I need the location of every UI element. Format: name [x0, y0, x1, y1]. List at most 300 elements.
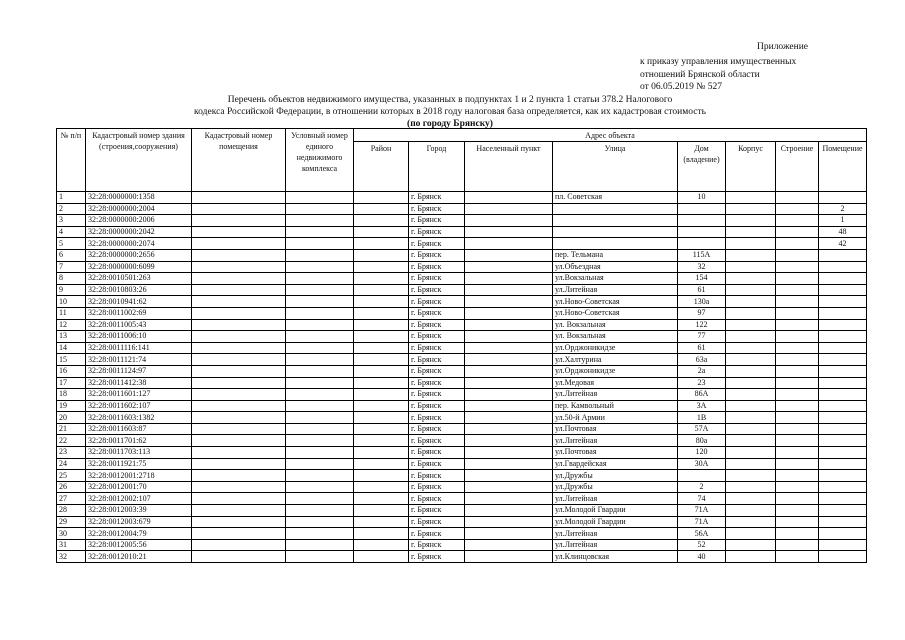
cell-korpus — [726, 435, 776, 447]
cell-city: г. Брянск — [409, 319, 465, 331]
cell-complex-number — [286, 249, 354, 261]
cell-room-number — [819, 192, 867, 204]
cell-room-cadastral — [192, 435, 286, 447]
header-city: Город — [409, 142, 465, 192]
cell-cadastral-number: 32:28:0011412:38 — [86, 377, 192, 389]
cell-house: 57А — [678, 423, 726, 435]
cell-complex-number — [286, 458, 354, 470]
cell-district — [354, 400, 409, 412]
cell-settlement — [465, 331, 553, 343]
cell-cadastral-number: 32:28:0011002:69 — [86, 307, 192, 319]
cell-room-number — [819, 481, 867, 493]
cell-num: 30 — [57, 528, 86, 540]
cell-district — [354, 458, 409, 470]
cell-korpus — [726, 389, 776, 401]
cell-num: 20 — [57, 412, 86, 424]
table-row — [57, 377, 867, 389]
cell-cadastral-number: 32:28:0011603:87 — [86, 423, 192, 435]
cell-stroenie — [776, 516, 819, 528]
cell-city: г. Брянск — [409, 273, 465, 285]
cell-stroenie — [776, 192, 819, 204]
cell-city: г. Брянск — [409, 551, 465, 563]
cell-settlement — [465, 389, 553, 401]
cell-district — [354, 226, 409, 238]
cell-complex-number — [286, 342, 354, 354]
cell-room-cadastral — [192, 516, 286, 528]
cell-korpus — [726, 505, 776, 517]
cell-settlement — [465, 354, 553, 366]
cell-korpus — [726, 331, 776, 343]
cell-house: 3А — [678, 400, 726, 412]
cell-house: 61 — [678, 284, 726, 296]
cell-complex-number — [286, 354, 354, 366]
table-row — [57, 238, 867, 250]
cell-stroenie — [776, 400, 819, 412]
cell-num: 19 — [57, 400, 86, 412]
cell-room-number — [819, 400, 867, 412]
cell-num: 4 — [57, 226, 86, 238]
cell-complex-number — [286, 192, 354, 204]
cell-cadastral-number: 32:28:0011921:75 — [86, 458, 192, 470]
cell-district — [354, 423, 409, 435]
cell-stroenie — [776, 342, 819, 354]
table-row — [57, 354, 867, 366]
cell-city: г. Брянск — [409, 307, 465, 319]
heading-line-2: кодекса Российской Федерации, в отношении которых в 2018 году налоговая база определяется, как их кадастровая стоимость — [194, 107, 706, 117]
cell-district — [354, 249, 409, 261]
cell-stroenie — [776, 435, 819, 447]
cell-num: 22 — [57, 435, 86, 447]
cell-room-number — [819, 296, 867, 308]
table-row — [57, 516, 867, 528]
cell-cadastral-number: 32:28:0010941:62 — [86, 296, 192, 308]
cell-city: г. Брянск — [409, 238, 465, 250]
cell-room-cadastral — [192, 389, 286, 401]
cell-room-number — [819, 505, 867, 517]
table-row — [57, 389, 867, 401]
cell-room-number — [819, 423, 867, 435]
cell-city: г. Брянск — [409, 493, 465, 505]
cell-room-cadastral — [192, 551, 286, 563]
cell-stroenie — [776, 296, 819, 308]
cell-room-cadastral — [192, 493, 286, 505]
appendix-line-1: к приказу управления имущественных — [640, 57, 797, 67]
cell-room-cadastral — [192, 307, 286, 319]
cell-room-number: 2 — [819, 203, 867, 215]
cell-room-number: 42 — [819, 238, 867, 250]
cell-stroenie — [776, 493, 819, 505]
cell-district — [354, 307, 409, 319]
cell-street — [553, 226, 678, 238]
cell-district — [354, 377, 409, 389]
cell-room-cadastral — [192, 377, 286, 389]
cell-complex-number — [286, 516, 354, 528]
cell-city: г. Брянск — [409, 516, 465, 528]
cell-korpus — [726, 539, 776, 551]
cell-district — [354, 203, 409, 215]
cell-district — [354, 342, 409, 354]
cell-complex-number — [286, 447, 354, 459]
cell-cadastral-number: 32:28:0010501:263 — [86, 273, 192, 285]
cell-district — [354, 470, 409, 482]
cell-settlement — [465, 481, 553, 493]
cell-complex-number — [286, 505, 354, 517]
cell-num: 25 — [57, 470, 86, 482]
cell-settlement — [465, 284, 553, 296]
cell-num: 8 — [57, 273, 86, 285]
cell-korpus — [726, 342, 776, 354]
cell-cadastral-number: 32:28:0012003:39 — [86, 505, 192, 517]
cell-stroenie — [776, 226, 819, 238]
cell-district — [354, 389, 409, 401]
cell-num: 18 — [57, 389, 86, 401]
cell-room-number — [819, 389, 867, 401]
cell-settlement — [465, 551, 553, 563]
cell-stroenie — [776, 238, 819, 250]
cell-korpus — [726, 226, 776, 238]
cell-complex-number — [286, 238, 354, 250]
cell-num: 9 — [57, 284, 86, 296]
cell-stroenie — [776, 458, 819, 470]
cell-house: 52 — [678, 539, 726, 551]
cell-num: 21 — [57, 423, 86, 435]
cell-complex-number — [286, 226, 354, 238]
cell-korpus — [726, 365, 776, 377]
cell-room-cadastral — [192, 423, 286, 435]
cell-district — [354, 296, 409, 308]
cell-korpus — [726, 423, 776, 435]
cell-num: 23 — [57, 447, 86, 459]
table-row — [57, 296, 867, 308]
cell-stroenie — [776, 319, 819, 331]
cell-korpus — [726, 238, 776, 250]
cell-stroenie — [776, 447, 819, 459]
document-heading — [150, 94, 750, 130]
cell-city: г. Брянск — [409, 470, 465, 482]
cell-district — [354, 238, 409, 250]
cell-room-number — [819, 470, 867, 482]
cell-district — [354, 331, 409, 343]
header-stroenie: Строение — [776, 142, 819, 192]
cell-room-number — [819, 493, 867, 505]
cell-complex-number — [286, 423, 354, 435]
cell-street: ул.Орджоникидзе — [553, 342, 678, 354]
cell-cadastral-number: 32:28:0011602:107 — [86, 400, 192, 412]
cell-room-cadastral — [192, 203, 286, 215]
cell-room-number: 1 — [819, 215, 867, 227]
table-row — [57, 261, 867, 273]
cell-room-cadastral — [192, 331, 286, 343]
table-body — [57, 192, 867, 563]
cell-korpus — [726, 470, 776, 482]
cell-settlement — [465, 470, 553, 482]
cell-room-cadastral — [192, 365, 286, 377]
header-building-cadastral: Кадастровый номер здания (строения,сооружения) — [86, 129, 192, 192]
cell-complex-number — [286, 296, 354, 308]
table-row — [57, 203, 867, 215]
cell-city: г. Брянск — [409, 365, 465, 377]
cell-complex-number — [286, 400, 354, 412]
table-row — [57, 365, 867, 377]
cell-complex-number — [286, 528, 354, 540]
cell-room-cadastral — [192, 284, 286, 296]
cell-complex-number — [286, 284, 354, 296]
cell-street: пл. Советская — [553, 192, 678, 204]
cell-room-cadastral — [192, 215, 286, 227]
cell-stroenie — [776, 528, 819, 540]
cell-cadastral-number: 32:28:0011006:10 — [86, 331, 192, 343]
cell-num: 16 — [57, 365, 86, 377]
cell-num: 28 — [57, 505, 86, 517]
appendix-title: Приложение — [757, 42, 808, 52]
cell-complex-number — [286, 319, 354, 331]
cell-korpus — [726, 284, 776, 296]
cell-house: 2а — [678, 365, 726, 377]
table-row — [57, 215, 867, 227]
cell-city: г. Брянск — [409, 226, 465, 238]
cell-district — [354, 354, 409, 366]
cell-city: г. Брянск — [409, 261, 465, 273]
cell-korpus — [726, 354, 776, 366]
cell-street: ул.Молодой Гвардии — [553, 505, 678, 517]
cell-city: г. Брянск — [409, 435, 465, 447]
cell-room-number — [819, 342, 867, 354]
cell-house — [678, 203, 726, 215]
cell-complex-number — [286, 261, 354, 273]
cell-settlement — [465, 447, 553, 459]
cell-complex-number — [286, 215, 354, 227]
cell-house: 40 — [678, 551, 726, 563]
property-table — [56, 128, 867, 563]
cell-city: г. Брянск — [409, 249, 465, 261]
table-row — [57, 481, 867, 493]
cell-cadastral-number: 32:28:0011601:127 — [86, 389, 192, 401]
cell-complex-number — [286, 481, 354, 493]
cell-complex-number — [286, 377, 354, 389]
cell-room-number — [819, 551, 867, 563]
cell-settlement — [465, 412, 553, 424]
cell-house — [678, 226, 726, 238]
table-row — [57, 226, 867, 238]
cell-district — [354, 516, 409, 528]
cell-korpus — [726, 296, 776, 308]
cell-korpus — [726, 493, 776, 505]
cell-room-number — [819, 319, 867, 331]
cell-settlement — [465, 342, 553, 354]
cell-city: г. Брянск — [409, 284, 465, 296]
table-row — [57, 400, 867, 412]
cell-room-number — [819, 354, 867, 366]
cell-room-number — [819, 412, 867, 424]
cell-house — [678, 238, 726, 250]
cell-house: 115А — [678, 249, 726, 261]
header-complex-number: Условный номер единого недвижимого комплекса — [286, 129, 354, 192]
cell-street: ул.Литейная — [553, 493, 678, 505]
cell-settlement — [465, 528, 553, 540]
cell-settlement — [465, 192, 553, 204]
cell-cadastral-number: 32:28:0011701:62 — [86, 435, 192, 447]
cell-district — [354, 284, 409, 296]
cell-house: 63а — [678, 354, 726, 366]
header-num: № п/п — [57, 129, 86, 192]
cell-city: г. Брянск — [409, 342, 465, 354]
cell-district — [354, 192, 409, 204]
cell-room-cadastral — [192, 273, 286, 285]
cell-korpus — [726, 528, 776, 540]
cell-room-cadastral — [192, 238, 286, 250]
cell-district — [354, 551, 409, 563]
cell-korpus — [726, 273, 776, 285]
cell-street: пер. Камвольный — [553, 400, 678, 412]
cell-room-cadastral — [192, 192, 286, 204]
cell-complex-number — [286, 273, 354, 285]
cell-street — [553, 238, 678, 250]
cell-city: г. Брянск — [409, 296, 465, 308]
table-row — [57, 273, 867, 285]
cell-room-cadastral — [192, 412, 286, 424]
cell-house: 130а — [678, 296, 726, 308]
cell-stroenie — [776, 505, 819, 517]
cell-complex-number — [286, 203, 354, 215]
appendix-line-2: отношений Брянской области — [640, 69, 760, 80]
table-row — [57, 470, 867, 482]
cell-stroenie — [776, 470, 819, 482]
appendix-line-3: от 06.05.2019 № 527 — [640, 82, 722, 92]
cell-house: 23 — [678, 377, 726, 389]
cell-room-number — [819, 331, 867, 343]
cell-settlement — [465, 539, 553, 551]
cell-cadastral-number: 32:28:0011703:113 — [86, 447, 192, 459]
cell-num: 27 — [57, 493, 86, 505]
cell-room-cadastral — [192, 481, 286, 493]
cell-district — [354, 447, 409, 459]
cell-settlement — [465, 249, 553, 261]
cell-house: 10 — [678, 192, 726, 204]
cell-settlement — [465, 307, 553, 319]
cell-city: г. Брянск — [409, 447, 465, 459]
cell-stroenie — [776, 273, 819, 285]
cell-house: 1В — [678, 412, 726, 424]
cell-room-cadastral — [192, 226, 286, 238]
cell-complex-number — [286, 435, 354, 447]
cell-city: г. Брянск — [409, 539, 465, 551]
cell-street: ул. Вокзальная — [553, 331, 678, 343]
cell-korpus — [726, 447, 776, 459]
cell-room-number — [819, 377, 867, 389]
cell-house: 154 — [678, 273, 726, 285]
cell-cadastral-number: 32:28:0011121:74 — [86, 354, 192, 366]
cell-house: 2 — [678, 481, 726, 493]
cell-cadastral-number: 32:28:0000000:2004 — [86, 203, 192, 215]
cell-num: 11 — [57, 307, 86, 319]
cell-street: ул. Вокзальная — [553, 319, 678, 331]
cell-cadastral-number: 32:28:0010803:26 — [86, 284, 192, 296]
cell-street: ул.Вокзальная — [553, 273, 678, 285]
cell-district — [354, 412, 409, 424]
cell-city: г. Брянск — [409, 481, 465, 493]
cell-settlement — [465, 516, 553, 528]
cell-street: ул.Орджоникидзе — [553, 365, 678, 377]
table-row — [57, 458, 867, 470]
cell-room-number — [819, 261, 867, 273]
cell-settlement — [465, 435, 553, 447]
cell-room-cadastral — [192, 342, 286, 354]
cell-room-cadastral — [192, 296, 286, 308]
header-street: Улица — [553, 142, 678, 192]
cell-stroenie — [776, 261, 819, 273]
cell-korpus — [726, 203, 776, 215]
cell-settlement — [465, 400, 553, 412]
cell-room-number: 48 — [819, 226, 867, 238]
table-row — [57, 319, 867, 331]
cell-street: ул.Дружбы — [553, 470, 678, 482]
cell-room-cadastral — [192, 458, 286, 470]
cell-street: пер. Тельмана — [553, 249, 678, 261]
cell-num: 7 — [57, 261, 86, 273]
cell-complex-number — [286, 551, 354, 563]
cell-room-cadastral — [192, 528, 286, 540]
table-row — [57, 192, 867, 204]
cell-stroenie — [776, 389, 819, 401]
cell-stroenie — [776, 481, 819, 493]
cell-complex-number — [286, 493, 354, 505]
cell-room-number — [819, 447, 867, 459]
cell-korpus — [726, 458, 776, 470]
cell-stroenie — [776, 215, 819, 227]
cell-stroenie — [776, 203, 819, 215]
cell-street: ул.Ново-Советская — [553, 296, 678, 308]
cell-street: ул.Халтурина — [553, 354, 678, 366]
cell-room-cadastral — [192, 261, 286, 273]
cell-room-number — [819, 307, 867, 319]
cell-city: г. Брянск — [409, 505, 465, 517]
cell-room-cadastral — [192, 354, 286, 366]
header-settlement: Населенный пункт — [465, 142, 553, 192]
cell-street: ул.Дружбы — [553, 481, 678, 493]
cell-room-number — [819, 249, 867, 261]
cell-district — [354, 261, 409, 273]
cell-settlement — [465, 261, 553, 273]
cell-street: ул.Молодой Гвардии — [553, 516, 678, 528]
cell-room-cadastral — [192, 319, 286, 331]
cell-room-cadastral — [192, 539, 286, 551]
cell-cadastral-number: 32:28:0012002:107 — [86, 493, 192, 505]
cell-korpus — [726, 249, 776, 261]
cell-num: 1 — [57, 192, 86, 204]
cell-settlement — [465, 319, 553, 331]
cell-cadastral-number: 32:28:0011603:1382 — [86, 412, 192, 424]
cell-korpus — [726, 516, 776, 528]
cell-complex-number — [286, 365, 354, 377]
cell-room-number — [819, 528, 867, 540]
cell-room-cadastral — [192, 400, 286, 412]
cell-settlement — [465, 493, 553, 505]
cell-korpus — [726, 551, 776, 563]
cell-city: г. Брянск — [409, 203, 465, 215]
cell-stroenie — [776, 365, 819, 377]
cell-city: г. Брянск — [409, 331, 465, 343]
cell-district — [354, 528, 409, 540]
cell-cadastral-number: 32:28:0012001:70 — [86, 481, 192, 493]
cell-city: г. Брянск — [409, 528, 465, 540]
cell-complex-number — [286, 412, 354, 424]
cell-street: ул.Литейная — [553, 528, 678, 540]
cell-street: ул.Литейная — [553, 435, 678, 447]
cell-cadastral-number: 32:28:0000000:2074 — [86, 238, 192, 250]
cell-stroenie — [776, 377, 819, 389]
cell-stroenie — [776, 249, 819, 261]
cell-num: 29 — [57, 516, 86, 528]
